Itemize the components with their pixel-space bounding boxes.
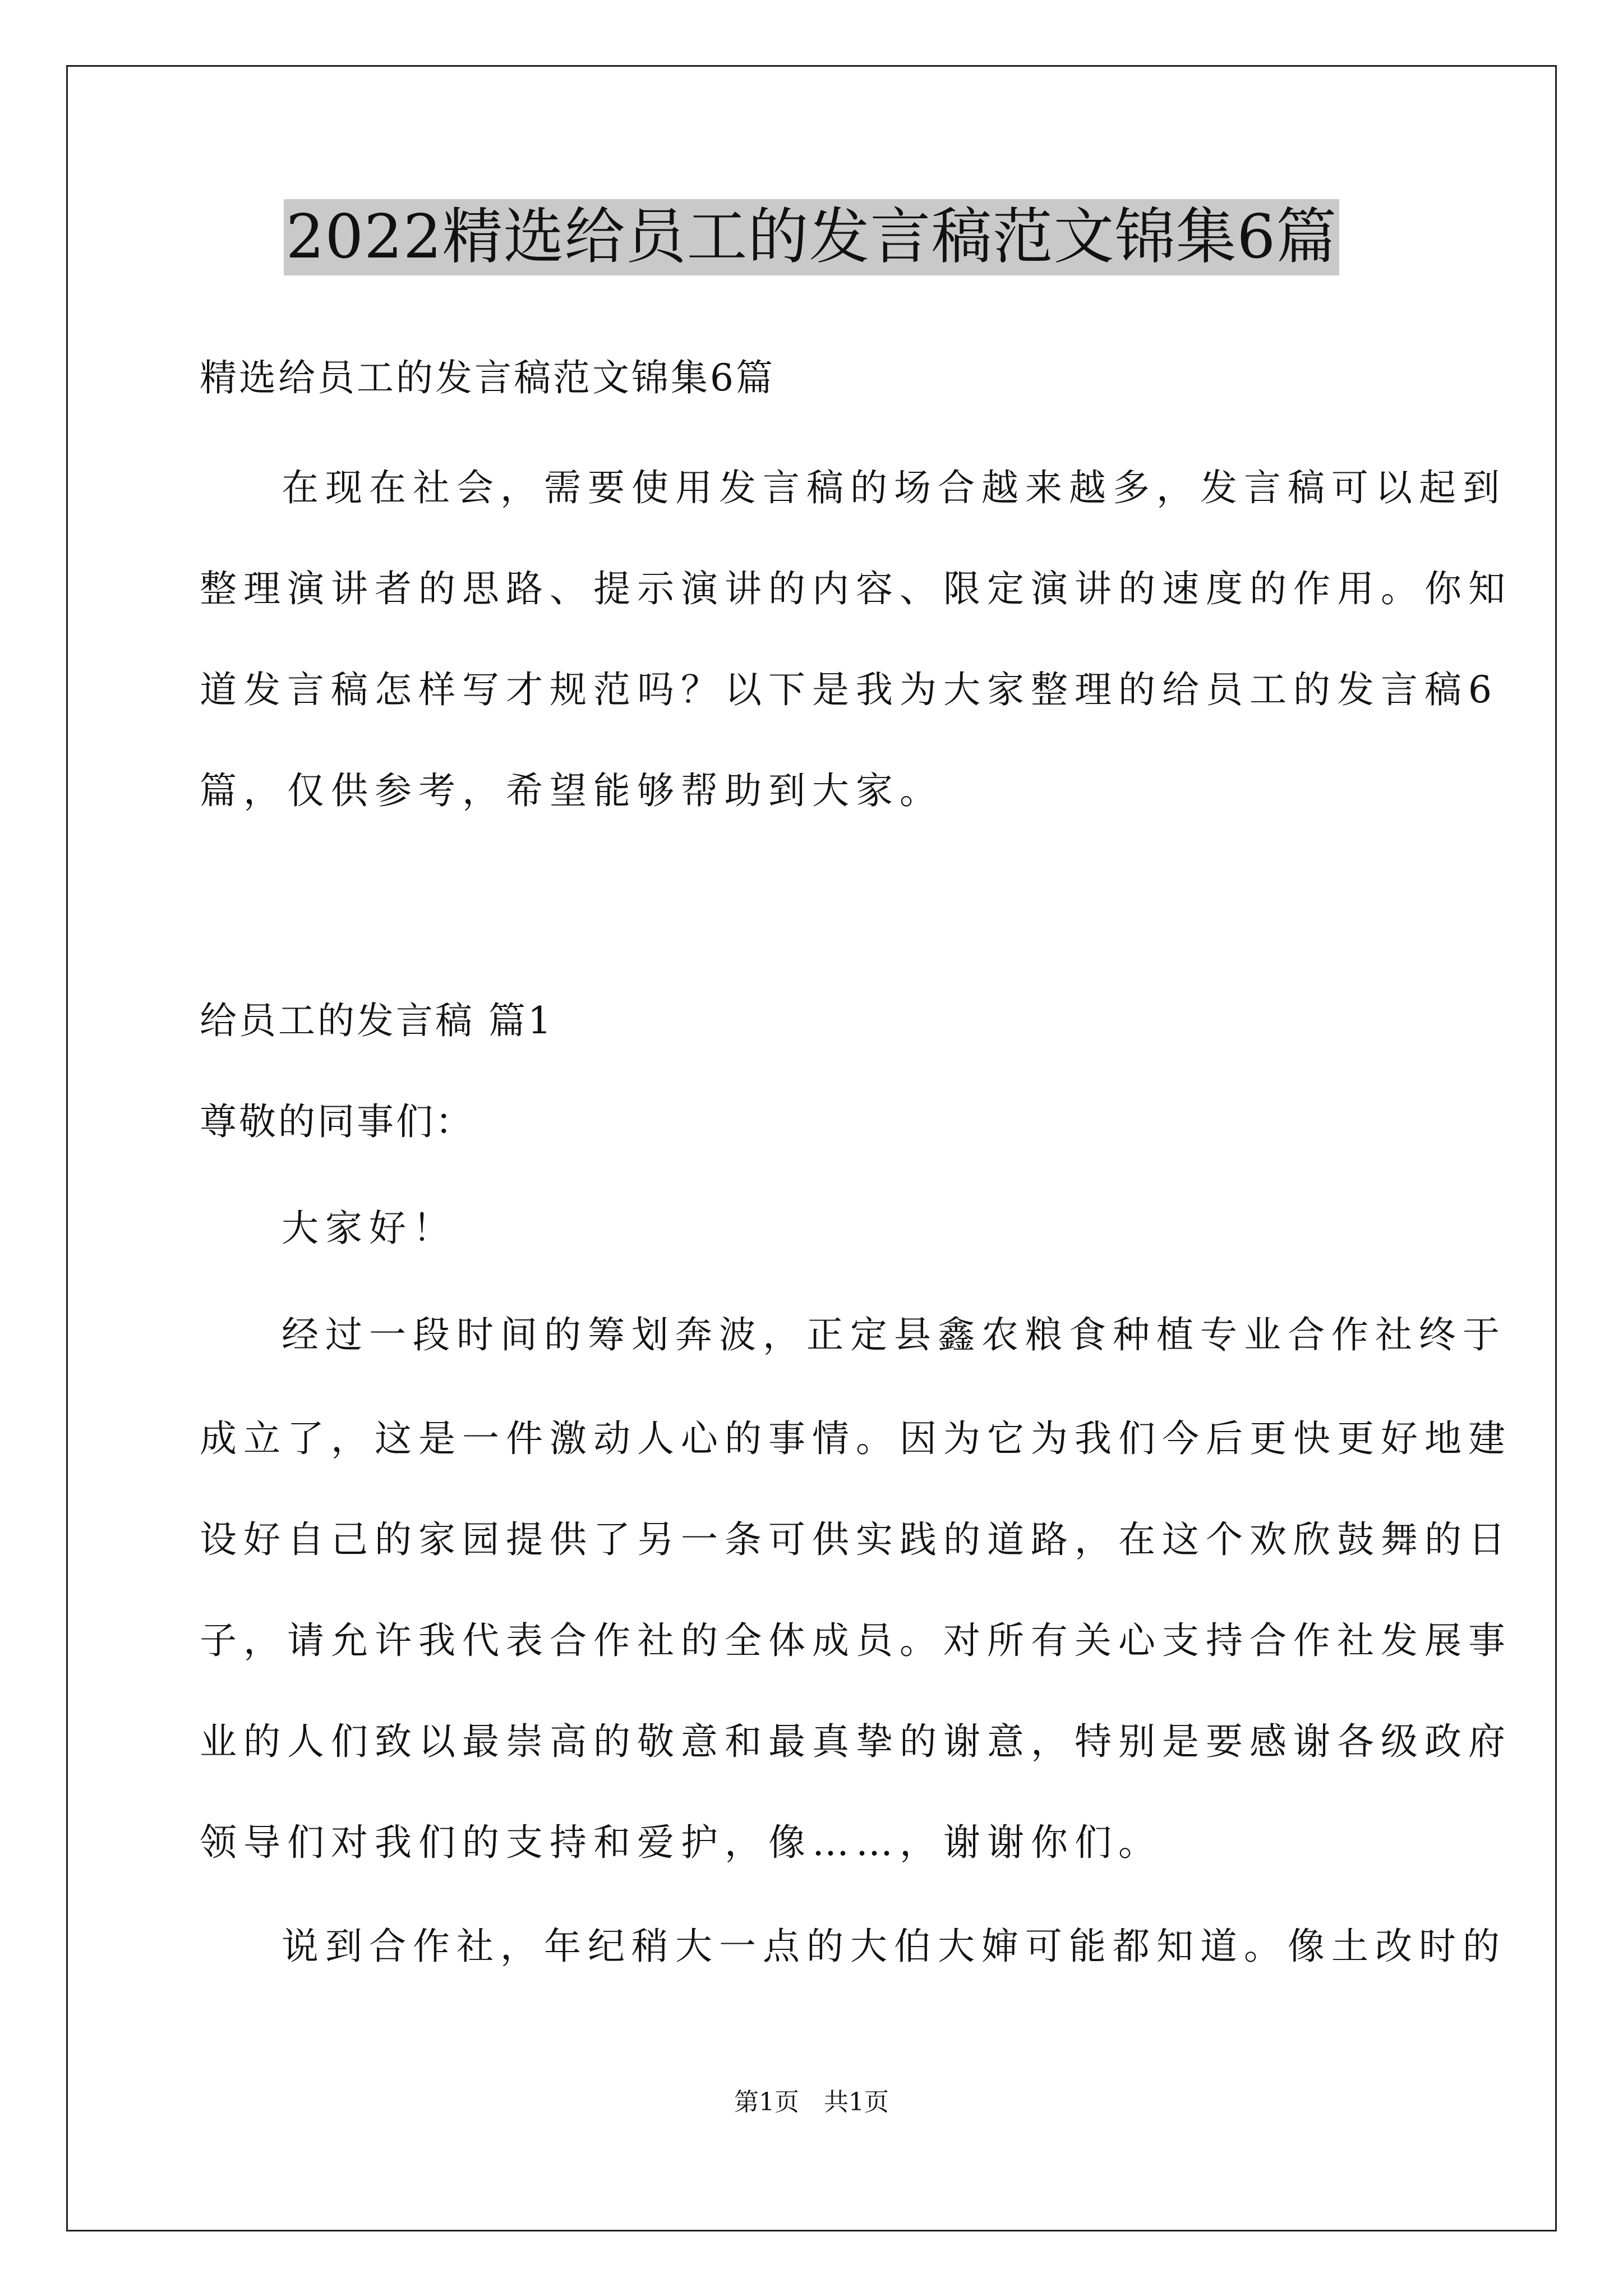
title-container xyxy=(0,199,1623,275)
intro-line-1: 在现在社会，需要使用发言稿的场合越来越多，发言稿可以起到 xyxy=(282,466,1506,509)
intro-line-2: 整理演讲者的思路、提示演讲的内容、限定演讲的速度的作用。你知 xyxy=(200,567,1512,610)
paragraph1-line-5: 业的人们致以最崇高的敬意和最真挚的谢意，特别是要感谢各级政府 xyxy=(200,1720,1512,1763)
paragraph1-line-2: 成立了，这是一件激动人心的事情。因为它为我们今后更快更好地建 xyxy=(200,1417,1512,1460)
intro-line-4: 篇，仅供参考，希望能够帮助到大家。 xyxy=(200,769,943,812)
paragraph1-line-6: 领导们对我们的支持和爱护，像……，谢谢你们。 xyxy=(200,1821,1162,1864)
salutation: 尊敬的同事们： xyxy=(200,1100,474,1143)
intro-line-3: 道发言稿怎样写才规范吗？以下是我为大家整理的给员工的发言稿6 xyxy=(200,668,1498,711)
document-subtitle: 精选给员工的发言稿范文锦集6篇 xyxy=(200,356,775,399)
paragraph1-line-4: 子，请允许我代表合作社的全体成员。对所有关心支持合作社发展事 xyxy=(200,1619,1512,1662)
paragraph2-line-1: 说到合作社，年纪稍大一点的大伯大婶可能都知道。像土改时的 xyxy=(282,1925,1506,1968)
page-footer: 第1页 共1页 xyxy=(734,2088,889,2116)
paragraph1-line-3: 设好自己的家园提供了另一条可供实践的道路，在这个欢欣鼓舞的日 xyxy=(200,1518,1512,1561)
section-heading: 给员工的发言稿 篇1 xyxy=(200,999,554,1042)
document-title: 2022精选给员工的发言稿范文锦集6篇 xyxy=(284,199,1340,275)
paragraph1-line-1: 经过一段时间的筹划奔波，正定县鑫农粮食种植专业合作社终于 xyxy=(282,1313,1506,1356)
greeting: 大家好！ xyxy=(282,1207,457,1250)
